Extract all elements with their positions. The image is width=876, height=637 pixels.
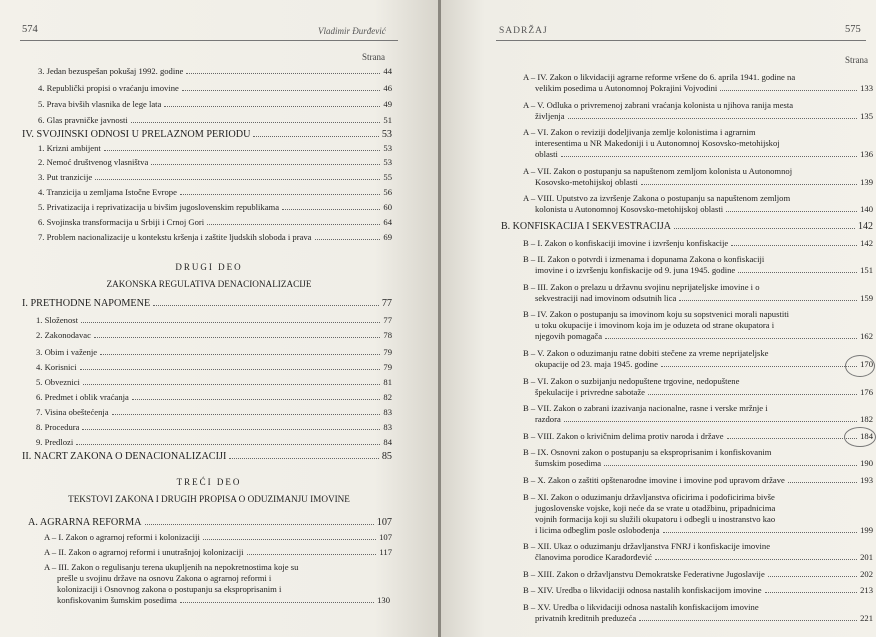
header-rule [496,40,866,41]
toc-page-number: 53 [381,129,392,140]
toc-entry-label: 8. Procedura [36,422,80,432]
toc-entry [36,315,392,326]
toc-page-number: 201 [860,552,873,563]
part-subtitle: ZAKONSKA REGULATIVA DENACIONALIZACIJE [106,279,312,289]
toc-entry-label: 5. Obveznici [36,377,80,387]
toc-entry [523,254,873,276]
toc-page-number: 193 [860,475,873,485]
toc-entry-line: interesentima u NR Makedoniji i u Autonomnoj Kosovsko-metohijskoj [535,138,780,149]
toc-entry-label: 2. Nemoć društvenog vlasništva [38,157,149,167]
toc-entry-line: B – III. Zakon o prelazu u državnu svojinu neprijateljske imovine i o [523,281,760,292]
toc-entry [523,282,873,304]
leader-dots [561,156,857,157]
toc-page-number: 79 [383,347,392,357]
leader-dots [731,245,857,246]
toc-entry [523,166,873,188]
toc-entry-line: B. KONFISKACIJA I SEKVESTRACIJA [501,221,672,232]
toc-entry-label: 9. Predlozi [36,437,74,447]
leader-dots [727,438,858,439]
toc-page-number: 162 [860,331,873,342]
toc-entry-line: članovima porodice Karađorđević [535,552,652,563]
toc-page-number: 213 [860,585,873,596]
toc-entry [38,115,392,126]
toc-entry [523,127,873,160]
toc-page-number: 60 [383,202,392,212]
toc-entry [28,517,392,528]
toc-entry [38,172,392,183]
part-subtitle: TEKSTOVI ZAKONA I DRUGIH PROPISA O ODUZIMANJU IMOVINE [68,494,350,504]
leader-dots [132,399,381,400]
toc-entry [38,232,392,243]
toc-entry [523,100,873,122]
leader-dots [203,539,376,540]
toc-page-number: 46 [383,83,392,93]
toc-entry-label: 1. Krizni ambijent [38,143,101,153]
toc-entry-line: jugoslovenske vojske, koji neće da se vrate u otadžbinu, pripadnicima [535,502,776,513]
toc-page-number: 136 [860,149,873,160]
toc-entry [523,492,873,536]
toc-entry-label: A – I. Zakon o agrarnoj reformi i kolonizaciji [44,532,200,542]
toc-entry-line: A – IV. Zakon o likvidaciji agrarne reforme vršene do 6. aprila 1941. godine na [523,72,796,82]
toc-entry-label: 6. Glas pravničke javnosti [38,115,128,125]
strana-label: Strana [845,55,868,65]
leader-dots [207,224,380,225]
leader-dots [726,211,857,212]
toc-entry-line: prešle u svojinu države na osnovu Zakona o agrarnoj reformi i [57,573,272,583]
toc-entry [523,602,873,624]
toc-entry-line: B – XI. Zakon o oduzimanju državljanstva oficirima i podoficirima bivše [523,491,775,502]
leader-dots [663,532,858,533]
toc-entry-line: okupacije od 23. maja 1945. godine [535,359,658,369]
toc-page-number: 79 [383,362,392,372]
header-rule [20,40,398,41]
toc-page-number: 77 [381,298,392,309]
toc-page-number: 151 [860,265,873,276]
toc-entry [36,392,392,403]
toc-entry [523,447,873,469]
toc-entry-line: B – X. Zakon o zaštiti opštenarodne imovine i imovine pod upravom države [523,475,785,485]
toc-page-number: 56 [383,187,392,197]
toc-entry-label: A. AGRARNA REFORMA [28,517,142,528]
leader-dots [674,228,855,229]
toc-page-number: 69 [383,232,392,242]
right-page [441,0,876,637]
toc-entry-line: A – VI. Zakon o reviziji dodeljivanja zemlje kolonistima i agrarnim [523,127,756,138]
toc-page-number: 117 [379,547,392,557]
toc-entry-line: A – VII. Zakon o postupanju sa napuštenom zemljom kolonista u Autonomnoj [523,165,793,176]
leader-dots [655,559,857,560]
toc-entry-line: velikim posedima u Autonomnoj Pokrajini Vojvodini [535,83,718,93]
toc-entry [22,451,392,462]
running-head: SADRŽAJ [499,26,548,36]
toc-entry [44,562,390,606]
toc-page-number: 182 [860,414,873,425]
toc-entry-line: sekvestraciji nad imovinom odsutnih lica [535,292,677,303]
toc-entry-line: špekulacije i privredne sabotaže [535,386,645,397]
toc-entry [38,99,392,110]
toc-entry-line: njegovih pomagača [535,331,603,342]
toc-entry-line: B – XV. Uredba o likvidaciji odnosa nastalih konfiskacijom imovine [523,602,759,612]
toc-entry-label: 6. Predmet i oblik vraćanja [36,392,129,402]
leader-dots [180,194,381,195]
toc-page-number: 142 [858,221,873,232]
toc-entry-line: B – IV. Zakon o postupanju sa imovinom koju su sopstvenici morali napustiti [523,309,789,320]
toc-page-number: 84 [383,437,392,447]
pen-circle-mark [845,355,875,377]
toc-entry [523,475,873,486]
leader-dots [80,369,381,370]
toc-entry [36,347,392,358]
leader-dots [81,322,380,323]
leader-dots [182,90,381,91]
toc-entry [36,437,392,448]
leader-dots [131,122,381,123]
leader-dots [145,524,374,525]
toc-entry [38,66,392,77]
leader-dots [605,338,857,339]
leader-dots [100,354,380,355]
toc-entry [523,541,873,563]
toc-page-number: 77 [383,315,392,325]
toc-entry-line: B – XIV. Uredba o likvidaciji odnosa nastalih konfiskacijom imovine [523,585,762,596]
toc-entry-label: 4. Korisnici [36,362,77,372]
toc-page-number: 159 [860,292,873,303]
toc-page-number: 221 [860,613,873,623]
leader-dots [315,239,381,240]
leader-dots [153,305,379,306]
leader-dots [679,300,857,301]
leader-dots [180,602,374,603]
toc-page-number: 85 [381,451,392,462]
leader-dots [765,592,858,593]
toc-entry [36,377,392,388]
toc-entry-line: oblasti [535,149,558,160]
toc-entry [523,238,873,249]
toc-page-number: 51 [383,115,392,125]
leader-dots [648,394,857,395]
leader-dots [564,421,857,422]
leader-dots [104,150,381,151]
leader-dots [768,576,857,577]
toc-page-number: 130 [377,595,390,605]
toc-entry [38,143,392,154]
leader-dots [247,554,377,555]
toc-entry-line: B – XIII. Zakon o državljanstvu Demokratske Federativne Jugoslavije [523,568,765,579]
leader-dots [94,337,381,338]
toc-section-entry [501,221,873,232]
toc-entry-line: kolonista u Autonomnoj Kosovsko-metohijskoj oblasti [535,204,724,215]
toc-entry [36,422,392,433]
toc-entry [38,83,392,94]
toc-entry-line: B – VI. Zakon o suzbijanju nedopuštene trgovine, nedopuštene [523,375,740,386]
toc-entry-line: kolonizaciji i Osnovnog zakona o postupanju sa eksproprisanim i [57,584,282,594]
leader-dots [253,136,378,137]
toc-page-number: 170 [860,359,873,369]
toc-page-number: 139 [860,176,873,187]
toc-entry-label: 3. Jedan bezuspešan pokušaj 1992. godine [38,66,184,76]
toc-entry-line: i licima odbeglim posle oslobođenja [535,524,660,535]
toc-page-number: 107 [379,532,392,542]
toc-entry-line: B – VIII. Zakon o krivičnim delima protiv naroda i države [523,430,724,441]
toc-entry [523,403,873,425]
leader-dots [641,184,857,185]
leader-dots [661,366,857,367]
toc-page-number: 78 [383,330,392,340]
leader-dots [720,90,857,91]
toc-entry-label: IV. SVOJINSKI ODNOSI U PRELAZNOM PERIODU [22,129,251,140]
toc-entry [523,376,873,398]
leader-dots [229,458,378,459]
toc-entry [36,362,392,373]
toc-entry [38,187,392,198]
toc-entry-label: 6. Svojinska transformacija u Srbiji i Crnoj Gori [38,217,205,227]
toc-page-number: 83 [383,407,392,417]
toc-entry-label: 1. Složenost [36,315,79,325]
toc-page-number: 135 [860,110,873,121]
toc-entry-line: razdora [535,414,561,425]
toc-page-number: 82 [383,392,392,402]
toc-entry [523,193,873,215]
toc-entry-label: A – II. Zakon o agrarnoj reformi i unutrašnjoj kolonizaciji [44,547,244,557]
toc-entry-line: B – VII. Zakon o zabrani izazivanja nacionalne, rasne i verske mržnje i [523,403,768,414]
toc-entry-line: vojnih formacija koji su služili okupatoru i odbegli u inostranstvo kao [535,513,776,524]
toc-page-number: 133 [860,83,873,93]
toc-entry [523,585,873,596]
toc-entry [523,348,873,370]
toc-page-number: 83 [383,422,392,432]
toc-page-number: 64 [383,217,392,227]
toc-entry-line: življenja [535,110,565,121]
toc-entry-label: 3. Obim i važenje [36,347,98,357]
leader-dots [639,620,857,621]
leader-dots [76,444,380,445]
toc-page-number: 184 [860,430,873,441]
leader-dots [568,118,858,119]
toc-entry [36,407,392,418]
toc-page-number: 44 [383,66,392,76]
toc-entry-label: 4. Republički propisi o vraćanju imovine [38,83,179,93]
toc-entry-label: 7. Visina obeštećenja [36,407,109,417]
part-title: DRUGI DEO [175,262,243,272]
toc-entry-label: 7. Problem nacionalizacije u kontekstu kršenja i zaštite ljudskih sloboda i prava [38,232,312,242]
toc-page-number: 140 [860,204,873,215]
toc-entry-line: B – I. Zakon o konfiskaciji imovine i izvršenju konfiskacije [523,237,729,248]
toc-entry [38,157,392,168]
running-head: Vladimir Đurđević [318,26,386,36]
toc-entry-line: Kosovsko-metohijskoj oblasti [535,176,638,187]
part-title: TREĆI DEO [176,477,242,487]
toc-entry [36,330,392,341]
toc-page-number: 142 [860,237,873,248]
toc-page-number: 49 [383,99,392,109]
toc-entry-line: privatnih kreditnih preduzeća [535,613,637,623]
toc-page-number: 81 [383,377,392,387]
toc-page-number: 190 [860,458,873,469]
toc-entry-line: konfiskovanim šumskim posedima [57,595,177,605]
toc-entry-line: u toku okupacije i imovinom koja im je oduzeta od strane okupatora i [535,320,775,331]
toc-entry-label: 4. Tranzicija u zemljama Istočne Evrope [38,187,177,197]
pen-circle-mark [844,427,876,447]
toc-entry [38,217,392,228]
toc-entry-line: A – V. Odluka o privremenoj zabrani vraćanja kolonista u njihova ranija mesta [523,99,794,110]
toc-entry-line: B – II. Zakon o potvrdi i izmenama i dopunama Zakona o konfiskaciji [523,254,765,265]
toc-entry-line: A – VIII. Uputstvo za izvršenje Zakona o postupanju sa napuštenom zemljom [523,193,791,204]
toc-entry [523,569,873,580]
leader-dots [82,429,380,430]
toc-entry-label: 5. Prava bivših vlasnika de lege lata [38,99,162,109]
toc-page-number: 199 [860,524,873,535]
leader-dots [738,272,857,273]
page-number: 574 [22,24,38,35]
toc-entry-line: B – XII. Ukaz o oduzimanju državljanstva FNRJ i konfiskacije imovine [523,541,771,552]
toc-entry-line: šumskim posedima [535,458,602,469]
leader-dots [788,482,857,483]
toc-entry-label: 2. Zakonodavac [36,330,91,340]
leader-dots [186,73,380,74]
toc-entry [44,532,392,543]
toc-entry [523,309,873,342]
leader-dots [282,209,380,210]
toc-entry-line: A – III. Zakon o regulisanju terena ukupljenih na nepokretnostima koje su [44,562,299,572]
toc-entry [22,298,392,309]
leader-dots [604,465,857,466]
toc-entry-line: B – V. Zakon o oduzimanju ratne dobiti stečene za vreme neprijateljske [523,348,769,358]
leader-dots [151,164,380,165]
toc-entry-line: B – IX. Osnovni zakon o postupanju sa eksproprisanim i konfiskovanim [523,447,772,458]
toc-entry-label: II. NACRT ZAKONA O DENACIONALIZACIJI [22,451,227,462]
toc-entry [44,547,392,558]
leader-dots [95,179,380,180]
toc-entry [523,431,873,442]
toc-entry [38,202,392,213]
page-number: 575 [845,24,861,35]
toc-entry [22,129,392,140]
leader-dots [164,106,380,107]
toc-entry-label: I. PRETHODNE NAPOMENE [22,298,151,309]
toc-page-number: 53 [383,143,392,153]
toc-page-number: 202 [860,568,873,579]
toc-entry-label: 3. Put tranzicije [38,172,93,182]
toc-page-number: 53 [383,157,392,167]
leader-dots [83,384,380,385]
toc-entry-label: 5. Privatizacija i reprivatizacija u bivšim jugoslovenskim republikama [38,202,280,212]
leader-dots [112,414,381,415]
toc-page-number: 176 [860,386,873,397]
toc-entry [523,72,873,94]
strana-label: Strana [362,52,385,62]
toc-page-number: 107 [376,517,392,528]
toc-page-number: 55 [383,172,392,182]
toc-entry-line: imovine i o izvršenju konfiskacije od 9. juna 1945. godine [535,265,736,276]
